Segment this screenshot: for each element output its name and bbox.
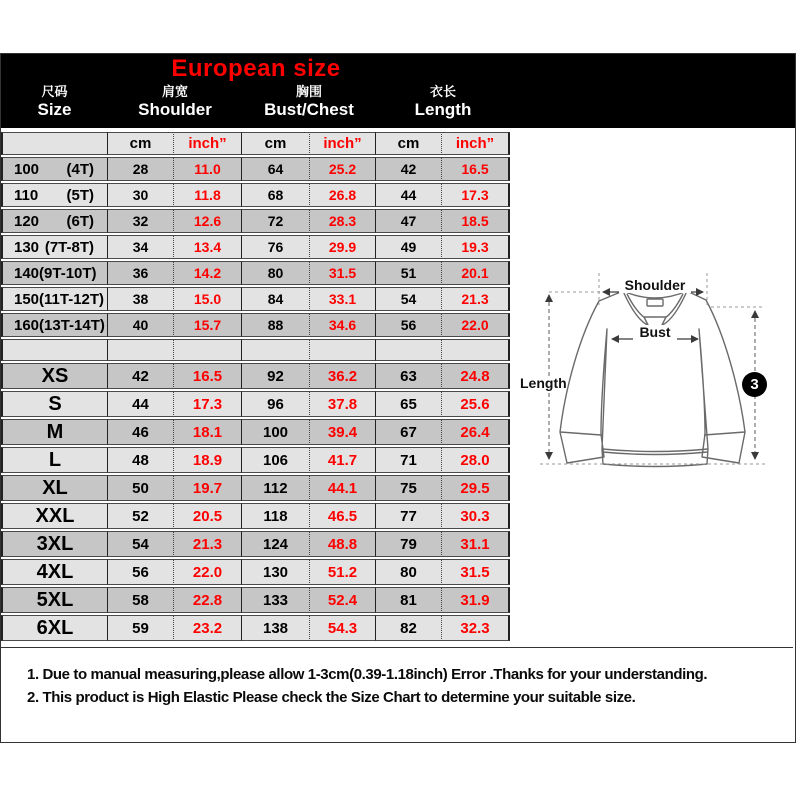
unit-cm-length: cm	[375, 132, 441, 155]
footnote-2: 2. This product is High Elastic Please check the Size Chart to determine your suitable size.	[27, 689, 636, 706]
size-label-cell	[1, 209, 107, 233]
length-cm-cell: 75	[375, 475, 441, 501]
length-cm-cell: 63	[375, 363, 441, 389]
bust-cm-cell: 92	[241, 363, 309, 389]
adult-size-label: 4XL	[1, 559, 107, 585]
column-header-bust	[242, 85, 376, 119]
sweater-diagram-svg	[515, 225, 800, 495]
unit-row	[1, 132, 510, 155]
bust-inch-cell: 44.1	[309, 475, 375, 501]
length-cm-cell: 80	[375, 559, 441, 585]
length-inch-cell: 16.5	[441, 157, 510, 181]
bust-cm-cell: 112	[241, 475, 309, 501]
bust-cm-cell: 68	[241, 183, 309, 207]
kid-size-number: 100	[14, 160, 40, 178]
length-inch-cell: 29.5	[441, 475, 510, 501]
adult-size-row	[1, 615, 510, 641]
bust-cm-cell: 88	[241, 313, 309, 337]
kid-size-number: 130	[14, 238, 40, 256]
adult-size-label: M	[1, 419, 107, 445]
length-cm-cell: 82	[375, 615, 441, 641]
bust-inch-cell: 48.8	[309, 531, 375, 557]
bust-inch-cell: 41.7	[309, 447, 375, 473]
length-cm-cell: 56	[375, 313, 441, 337]
size-label-cell	[1, 313, 107, 337]
unit-inch-bust: inch”	[309, 132, 375, 155]
length-cm-cell: 44	[375, 183, 441, 207]
column-header-size-en: Size	[37, 99, 72, 119]
length-cm-cell: 79	[375, 531, 441, 557]
column-header-shoulder-zh: 肩宽	[161, 84, 188, 99]
bust-cm-cell: 130	[241, 559, 309, 585]
unit-cell-empty	[1, 132, 107, 155]
bust-inch-cell: 31.5	[309, 261, 375, 285]
kid-size-row	[1, 157, 510, 181]
shoulder-inch-cell: 18.1	[173, 419, 241, 445]
length-cm-cell: 49	[375, 235, 441, 259]
shoulder-inch-cell: 22.0	[173, 559, 241, 585]
unit-inch-length: inch”	[441, 132, 510, 155]
chart-title: European size	[171, 55, 341, 82]
adult-size-label: XL	[1, 475, 107, 501]
bust-inch-cell: 51.2	[309, 559, 375, 585]
shoulder-cm-cell: 52	[107, 503, 173, 529]
column-header-shoulder	[108, 85, 242, 119]
bust-cm-cell: 133	[241, 587, 309, 613]
length-inch-cell: 32.3	[441, 615, 510, 641]
bust-inch-cell: 25.2	[309, 157, 375, 181]
shoulder-cm-cell: 46	[107, 419, 173, 445]
shoulder-inch-cell: 15.7	[173, 313, 241, 337]
header-banner	[1, 54, 795, 128]
shoulder-cm-cell: 56	[107, 559, 173, 585]
shoulder-inch-cell: 17.3	[173, 391, 241, 417]
bust-cm-cell: 118	[241, 503, 309, 529]
length-inch-cell: 25.6	[441, 391, 510, 417]
adult-size-row	[1, 475, 510, 501]
adult-size-label: XS	[1, 363, 107, 389]
length-cm-cell: 51	[375, 261, 441, 285]
length-cm-cell: 67	[375, 419, 441, 445]
shoulder-inch-cell: 22.8	[173, 587, 241, 613]
size-label-cell	[1, 157, 107, 181]
adult-size-row	[1, 447, 510, 473]
length-inch-cell: 19.3	[441, 235, 510, 259]
measure-3-badge-icon: 3	[742, 372, 767, 397]
shoulder-cm-cell: 36	[107, 261, 173, 285]
length-cm-cell: 71	[375, 447, 441, 473]
shoulder-inch-cell: 15.0	[173, 287, 241, 311]
size-label-cell	[1, 261, 107, 285]
shoulder-cm-cell: 59	[107, 615, 173, 641]
shoulder-cm-cell: 28	[107, 157, 173, 181]
shoulder-inch-cell: 21.3	[173, 531, 241, 557]
column-header-length	[376, 85, 510, 119]
bust-cm-cell: 64	[241, 157, 309, 181]
length-cm-cell: 65	[375, 391, 441, 417]
adult-size-row	[1, 559, 510, 585]
kid-size-number: 160	[14, 316, 40, 334]
bust-cm-cell: 138	[241, 615, 309, 641]
shoulder-inch-cell: 11.0	[173, 157, 241, 181]
bust-cm-cell: 84	[241, 287, 309, 311]
kid-size-row	[1, 209, 510, 233]
length-inch-cell: 18.5	[441, 209, 510, 233]
adult-size-row	[1, 587, 510, 613]
shoulder-inch-cell: 11.8	[173, 183, 241, 207]
unit-cm-shoulder: cm	[107, 132, 173, 155]
shoulder-cm-cell: 44	[107, 391, 173, 417]
kid-size-label	[3, 213, 107, 230]
shoulder-cm-cell: 50	[107, 475, 173, 501]
kid-size-label	[3, 317, 107, 334]
length-inch-cell: 30.3	[441, 503, 510, 529]
adult-size-label: 6XL	[1, 615, 107, 641]
length-inch-cell: 22.0	[441, 313, 510, 337]
kid-size-age: (5T)	[66, 186, 94, 204]
bust-inch-cell: 37.8	[309, 391, 375, 417]
kid-size-number: 140	[14, 264, 40, 282]
adult-size-label: 5XL	[1, 587, 107, 613]
kid-size-row	[1, 287, 510, 311]
size-label-cell	[1, 183, 107, 207]
kid-size-number: 110	[14, 186, 39, 204]
shoulder-cm-cell: 38	[107, 287, 173, 311]
shoulder-cm-cell: 48	[107, 447, 173, 473]
length-inch-cell: 17.3	[441, 183, 510, 207]
bust-inch-cell: 46.5	[309, 503, 375, 529]
adult-size-label: XXL	[1, 503, 107, 529]
length-inch-cell: 31.9	[441, 587, 510, 613]
adult-size-row	[1, 503, 510, 529]
shoulder-inch-cell: 23.2	[173, 615, 241, 641]
bust-inch-cell: 39.4	[309, 419, 375, 445]
bust-inch-cell: 36.2	[309, 363, 375, 389]
kid-size-label	[3, 291, 107, 308]
shoulder-cm-cell: 40	[107, 313, 173, 337]
adult-size-row	[1, 363, 510, 389]
shoulder-cm-cell: 30	[107, 183, 173, 207]
length-cm-cell: 54	[375, 287, 441, 311]
shoulder-cm-cell: 58	[107, 587, 173, 613]
empty-row	[1, 339, 510, 361]
bust-inch-cell: 29.9	[309, 235, 375, 259]
kid-size-row	[1, 313, 510, 337]
shoulder-cm-cell: 54	[107, 531, 173, 557]
bust-inch-cell: 33.1	[309, 287, 375, 311]
size-label-cell	[1, 235, 107, 259]
shoulder-inch-cell: 18.9	[173, 447, 241, 473]
kid-size-row	[1, 183, 510, 207]
length-cm-cell: 47	[375, 209, 441, 233]
bust-inch-cell: 54.3	[309, 615, 375, 641]
kid-size-label	[3, 187, 107, 204]
size-table	[1, 130, 510, 643]
shoulder-dimension-label: Shoulder	[619, 278, 691, 293]
length-inch-cell: 24.8	[441, 363, 510, 389]
column-header-size-zh: 尺码	[41, 84, 68, 99]
shoulder-inch-cell: 20.5	[173, 503, 241, 529]
adult-size-label: 3XL	[1, 531, 107, 557]
column-header-length-en: Length	[414, 99, 472, 119]
adult-size-row	[1, 419, 510, 445]
column-header-bust-en: Bust/Chest	[264, 99, 354, 119]
bust-cm-cell: 96	[241, 391, 309, 417]
bust-cm-cell: 72	[241, 209, 309, 233]
bust-cm-cell: 76	[241, 235, 309, 259]
column-header-bust-zh: 胸围	[295, 84, 322, 99]
length-inch-cell: 26.4	[441, 419, 510, 445]
shoulder-inch-cell: 14.2	[173, 261, 241, 285]
length-cm-cell: 81	[375, 587, 441, 613]
bust-inch-cell: 34.6	[309, 313, 375, 337]
adult-size-label: L	[1, 447, 107, 473]
column-header-size	[1, 85, 108, 119]
shoulder-cm-cell: 34	[107, 235, 173, 259]
kid-size-age: (7T-8T)	[44, 238, 94, 256]
unit-inch-shoulder: inch”	[173, 132, 241, 155]
bust-cm-cell: 106	[241, 447, 309, 473]
bust-cm-cell: 124	[241, 531, 309, 557]
length-inch-cell: 20.1	[441, 261, 510, 285]
adult-size-row	[1, 391, 510, 417]
shoulder-inch-cell: 19.7	[173, 475, 241, 501]
shoulder-cm-cell: 32	[107, 209, 173, 233]
bust-inch-cell: 52.4	[309, 587, 375, 613]
kid-size-age: (4T)	[66, 160, 94, 178]
kid-size-age: (11T-12T)	[39, 290, 105, 308]
length-cm-cell: 77	[375, 503, 441, 529]
length-inch-cell: 31.5	[441, 559, 510, 585]
length-inch-cell: 28.0	[441, 447, 510, 473]
bust-dimension-label: Bust	[634, 325, 676, 340]
kid-size-age: (6T)	[66, 212, 94, 230]
kid-size-label	[3, 161, 107, 178]
kid-size-age: (9T-10T)	[39, 264, 97, 282]
column-header-shoulder-en: Shoulder	[138, 99, 212, 119]
unit-cm-bust: cm	[241, 132, 309, 155]
kid-size-label	[3, 265, 107, 282]
length-cm-cell: 42	[375, 157, 441, 181]
shoulder-inch-cell: 13.4	[173, 235, 241, 259]
kid-size-label	[3, 239, 107, 256]
adult-size-label: S	[1, 391, 107, 417]
kid-size-age: (13T-14T)	[39, 316, 105, 334]
adult-size-row	[1, 531, 510, 557]
bust-cm-cell: 100	[241, 419, 309, 445]
kid-size-row	[1, 261, 510, 285]
bust-inch-cell: 28.3	[309, 209, 375, 233]
bust-cm-cell: 80	[241, 261, 309, 285]
length-inch-cell: 21.3	[441, 287, 510, 311]
length-dimension-label: Length	[520, 375, 567, 391]
column-header-length-zh: 衣长	[429, 84, 456, 99]
shoulder-inch-cell: 12.6	[173, 209, 241, 233]
sweater-measurement-diagram	[515, 225, 800, 495]
footnote-1: 1. Due to manual measuring,please allow 1-3cm(0.39-1.18inch) Error .Thanks for your understanding.	[27, 666, 708, 683]
length-inch-cell: 31.1	[441, 531, 510, 557]
shoulder-inch-cell: 16.5	[173, 363, 241, 389]
bust-inch-cell: 26.8	[309, 183, 375, 207]
footnotes-box	[1, 647, 793, 742]
sweater-outline	[560, 291, 745, 467]
kid-size-number: 120	[14, 212, 40, 230]
collar-tag	[647, 299, 663, 306]
kid-size-number: 150	[14, 290, 40, 308]
shoulder-cm-cell: 42	[107, 363, 173, 389]
size-label-cell	[1, 287, 107, 311]
kid-size-row	[1, 235, 510, 259]
